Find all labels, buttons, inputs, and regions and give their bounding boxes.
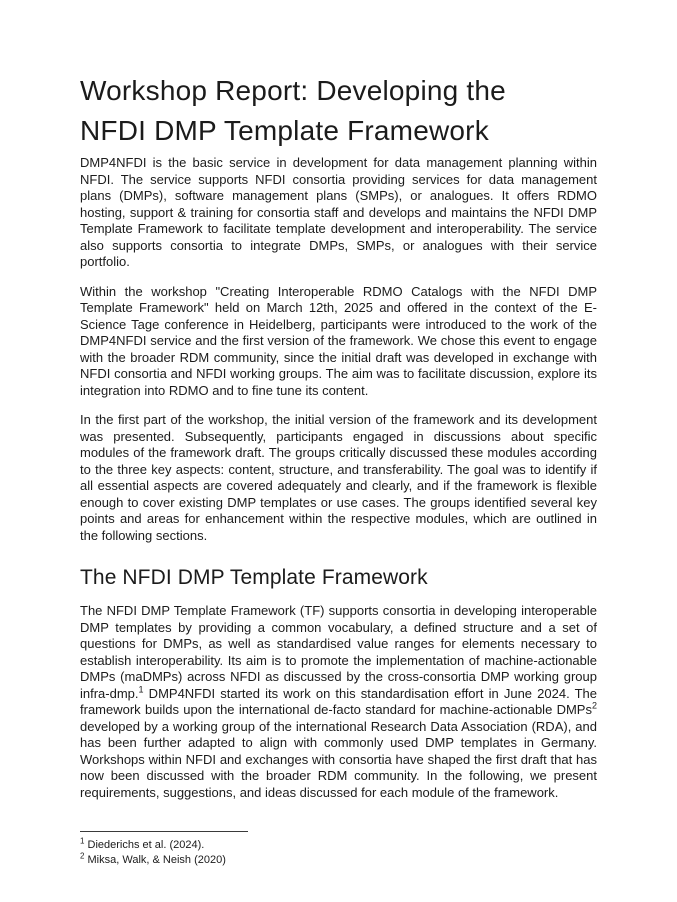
section-paragraph-text-3: developed by a working group of the international Research Data Association (RDA), and has been further adapted to align with commonly used DMP templates in Germany. Workshops within NFDI and exchanges with consortia have shaped the first draft that has now been discussed with the broader RDM community. In the following, we present requirements, suggestions, and ideas discussed for each module of the framework.	[80, 718, 597, 800]
footnote-separator-rule	[80, 831, 248, 832]
page-content	[80, 0, 597, 814]
footnote-reference-1: 1	[138, 684, 144, 695]
footnote-1-marker: 1	[80, 836, 85, 846]
footnotes-section	[80, 831, 248, 868]
document-title	[80, 71, 597, 151]
section-paragraph-text-1: The NFDI DMP Template Framework (TF) supports consortia in developing interoperable DMP templates by providing a common vocabulary, a defined structure and a set of questions for DMPs, as well as standardised value ranges for elements necessary to establish interoperability. Its aim is to promote the implementation of machine-actionable DMPs (maDMPs) across NFDI as discussed by the cross-consortia DMP working group infra-dmp.	[80, 603, 597, 701]
footnote-2-marker: 2	[80, 851, 85, 861]
document-title-line-1: Workshop Report: Developing the	[80, 75, 506, 106]
footnote-1-text: Diederichs et al. (2024).	[87, 839, 205, 851]
section-heading: The NFDI DMP Template Framework	[80, 566, 428, 589]
footnote-reference-2: 2	[591, 700, 597, 711]
intro-paragraph-3: In the first part of the workshop, the initial version of the framework and its development was presented. Subsequently, participants engaged in discussions about specific modules of the framework draft. The groups critically discussed these modules according to the three key aspects: content, structure, and transferability. The goal was to identify if all essential aspects are covered adequately and clearly, and if the framework is flexible enough to cover existing DMP templates or use cases. The groups identified several key points and areas for enhancement within the respective modules, which are outlined in the following sections.	[80, 412, 597, 543]
intro-paragraph-2: Within the workshop "Creating Interoperable RDMO Catalogs with the NFDI DMP Template Framework" held on March 12th, 2025 and offered in the context of the E-Science Tage conference in Heidelberg, participants were introduced to the work of the DMP4NFDI service and the first version of the framework. We chose this event to engage with the broader RDM community, since the initial draft was developed in exchange with NFDI consortia and NFDI working groups. The aim was to facilitate discussion, explore its integration into RDMO and to fine tune its content.	[80, 283, 597, 398]
footnote-2	[80, 853, 248, 868]
footnote-1	[80, 838, 248, 853]
intro-paragraph-1: DMP4NFDI is the basic service in development for data management planning within NFDI. The service supports NFDI consortia providing services for data management plans (DMPs), software management plans (SMPs), or analogues. It offers RDMO hosting, support & training for consortia staff and develops and maintains the NFDI DMP Template Framework to facilitate template development and interoperability. The service also supports consortia to integrate DMPs, SMPs, or analogues with their service portfolio.	[80, 155, 597, 269]
footnote-2-text: Miksa, Walk, & Neish (2020)	[87, 854, 226, 866]
section-paragraph-text-2: DMP4NFDI started its work on this standardisation effort in June 2024. The framework builds upon the international de-facto standard for machine-actionable DMPs	[80, 685, 597, 717]
section-paragraph	[80, 603, 597, 801]
document-title-line-2: NFDI DMP Template Framework	[80, 115, 489, 146]
